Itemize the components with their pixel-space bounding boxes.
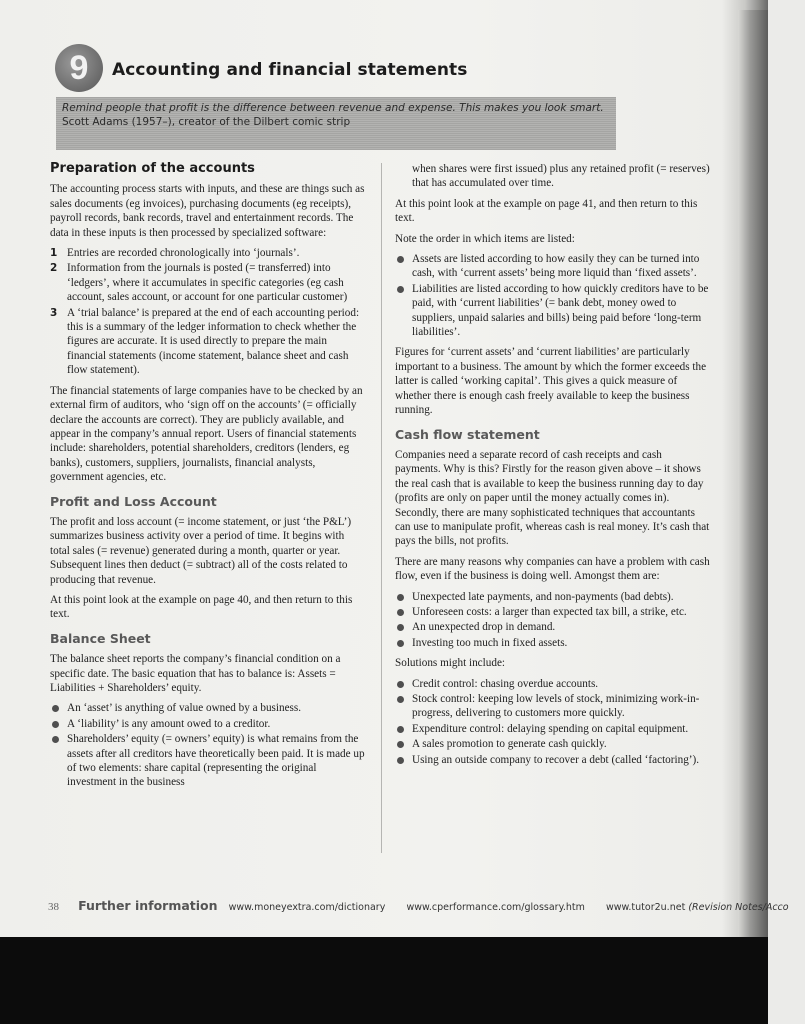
section-heading-profit-loss: Profit and Loss Account <box>50 493 217 509</box>
book-spine-shadow <box>738 10 768 937</box>
page-footer <box>48 895 789 914</box>
link-cperformance[interactable]: www.cperformance.com/glossary.htm <box>406 902 585 913</box>
list-item: Expenditure control: delaying spending on capital equipment. <box>395 722 710 736</box>
list-item <box>50 306 366 378</box>
balance-sheet-paragraph: The balance sheet reports the company’s financial condition on a specific date. The basic equation that has to balance is: Assets = Liabilities + Shareholders’ equity. <box>50 653 341 694</box>
list-item <box>50 261 366 304</box>
page-number: 38 <box>48 901 59 913</box>
balance-sheet-definitions <box>50 701 366 789</box>
list-item: Assets are listed according to how easily they can be turned into cash, with ‘current assets’ being more liquid than ‘fixed assets’. <box>395 252 710 281</box>
quote-text: Remind people that profit is the difference between revenue and expense. This makes you look smart. <box>62 102 604 114</box>
section-heading-preparation: Preparation of the accounts <box>50 161 255 176</box>
list-item: Unforeseen costs: a larger than expected tax bill, a strike, etc. <box>395 605 710 619</box>
cash-flow-problems-list <box>395 590 710 651</box>
step-number: 1 <box>50 247 58 260</box>
link-tutor2u-suffix: (Revision Notes/Acco <box>688 902 789 913</box>
solutions-list <box>395 677 710 767</box>
list-item: A ‘liability’ is any amount owed to a creditor. <box>50 717 366 731</box>
link-tutor2u[interactable] <box>606 902 789 913</box>
chapter-number-badge: 9 <box>55 44 103 92</box>
list-item: An unexpected drop in demand. <box>395 620 710 634</box>
list-item <box>50 246 366 260</box>
list-item: Stock control: keeping low levels of stock, minimizing work-in-progress, delivering to customers more quickly. <box>395 692 710 721</box>
list-item: Investing too much in fixed assets. <box>395 636 710 650</box>
list-item: Credit control: chasing overdue accounts. <box>395 677 710 691</box>
list-item: Shareholders’ equity (= owners’ equity) is what remains from the assets after all creditors have theoretically been paid. It is made up of two elements: share capital (representing the original investment in the business <box>50 732 366 790</box>
quote-box <box>56 97 616 150</box>
profit-loss-page-reference: At this point look at the example on page 40, and then return to this text. <box>50 593 353 621</box>
scan-bottom-border <box>0 937 768 1024</box>
profit-loss-paragraph: The profit and loss account (= income statement, or just ‘the P&L’) summarizes business activity over a period of time. It begins with total sales (= revenue) generated during a month, quarter or year. Subsequent lines then deduct (= subtract) all of the costs related to producing that revenue. <box>50 515 352 586</box>
list-item: An ‘asset’ is anything of value owned by a business. <box>50 701 366 715</box>
section-heading-balance-sheet: Balance Sheet <box>50 630 151 646</box>
solutions-intro: Solutions might include: <box>395 657 506 670</box>
working-capital-paragraph: Figures for ‘current assets’ and ‘current liabilities’ are particularly important to a business. The amount by which the former exceeds the latter is called ‘working capital’. This gives a quick measure of whether there is enough cash freely available to keep the business running. <box>395 346 707 417</box>
step-number: 2 <box>50 262 58 275</box>
link-tutor2u-text: www.tutor2u.net <box>605 902 686 913</box>
step-text: Information from the journals is posted (= transferred) into ‘ledgers’, where it accumulates in specific categories (eg cash account, sales account, or account for one particular customer) <box>67 262 348 304</box>
step-text: Entries are recorded chronologically into ‘journals’. <box>67 247 300 260</box>
list-item: Unexpected late payments, and non-payments (bad debts). <box>395 590 710 604</box>
cash-flow-problems-intro: There are many reasons why companies can have a problem with cash flow, even if the business is doing well. Amongst them are: <box>395 555 710 583</box>
order-note: Note the order in which items are listed: <box>395 232 575 245</box>
auditors-paragraph: The financial statements of large companies have to be checked by an external firm of auditors, who ‘sign off on the accounts’ (= officially declare the accounts are correct). They are publicly available, and appear in the company’s annual report. Users of financial statements include: shareholders, potential shareholders, creditors (lenders, eg banks), customers, suppliers, journalists, financial analysts, government agencies, etc. <box>50 384 363 484</box>
step-text: A ‘trial balance’ is prepared at the end of each accounting period: this is a summary of the ledger information to check whether the figures are accurate. It is used directly to prepare the main financial statements (income statement, balance sheet and cash flow statement). <box>67 306 360 377</box>
list-item: A sales promotion to generate cash quickly. <box>395 737 710 751</box>
order-list <box>395 252 710 339</box>
right-column <box>395 162 710 773</box>
step-number: 3 <box>50 306 58 319</box>
section-heading-cash-flow: Cash flow statement <box>395 426 540 442</box>
cash-flow-paragraph: Companies need a separate record of cash receipts and cash payments. Why is this? Firstly for the reason given above – it shows the real cash that is available to keep the business running day to day (profits are only on paper until the money actually comes in). Secondly, there are many sophisticated techniques that accountants can use to manipulate profit, whereas cash is real money. It’s cash that pays the bills, not profits. <box>395 448 710 548</box>
link-moneyextra[interactable]: www.moneyextra.com/dictionary <box>228 902 386 913</box>
chapter-title: Accounting and financial statements <box>112 60 468 80</box>
list-item: Using an outside company to recover a debt (called ‘factoring’). <box>395 753 710 767</box>
balance-sheet-page-reference: At this point look at the example on page 41, and then return to this text. <box>395 197 698 225</box>
list-item: Liabilities are listed according to how quickly creditors have to be paid, with ‘current liabilities’ (= bank debt, money owed to suppliers, unpaid salaries and bills) being paid before ‘long-term liabilities’. <box>395 282 710 340</box>
preparation-steps <box>50 246 366 378</box>
column-divider <box>381 163 382 853</box>
further-information-label: Further information <box>78 898 218 913</box>
quote-attribution: Scott Adams (1957–), creator of the Dilbert comic strip <box>62 116 351 128</box>
left-column <box>50 162 366 796</box>
preparation-intro: The accounting process starts with inputs, and these are things such as sales documents (eg invoices), purchasing documents (eg receipts), payroll records, bank records, travel and entertainment records. The data in these inputs is then processed by specialized software: <box>50 183 365 239</box>
equity-continuation: when shares were first issued) plus any retained profit (= reserves) that has accumulated over time. <box>412 163 710 190</box>
